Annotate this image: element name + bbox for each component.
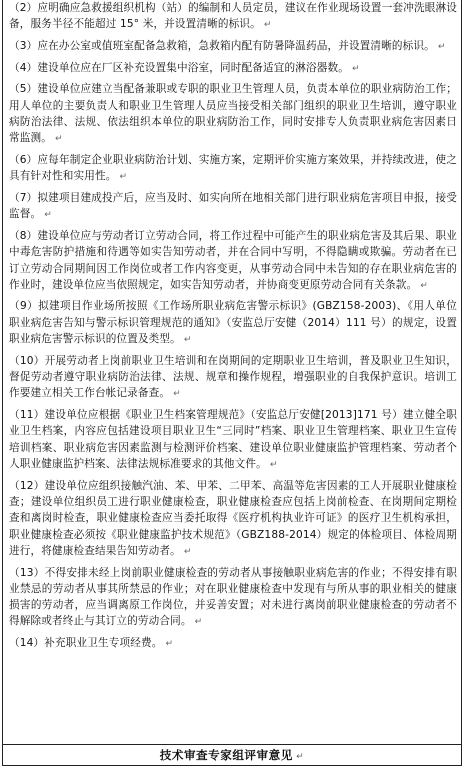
paragraph-5: （5）建设单位应建立当配备兼职或专职的职业卫生管理人员，负责本单位的职业病防治工作；用人单位的主要负责人和职业卫生管理人员应当接受相关部门组织的职业卫生培训，遵守职业病防治法律、法规、依法组织本单位的职业病防治工作，同时安排专人负责职业病危害因素日常监测。 ↵ xyxy=(9,81,457,147)
paragraph-9: （9）拟建项目作业场所按照《工作场所职业病危害警示标识》(GBZ158-2003)、《用人单位职业病危害告知与警示标识管理规范的通知》（安监总厅安健（2014）111 号）的规定，设置职业病危害警示标识的位置及类型。 ↵ xyxy=(9,298,457,348)
paragraph-8: （8）建设单位应与劳动者订立劳动合同，将工作过程中可能产生的职业病危害及其后果、职业中毒危害防护措施和待遇等如实告知劳动者，并在合同中写明，不得隐瞒或欺骗。劳动者在已订立劳动合同期间因工作岗位或者工作内容变更，从事劳动合同中未告知的存在职业病危害的作业时，建设单位应当依照规定，如实告知劳动者，并协商变更原劳动合同有关条款。 ↵ xyxy=(9,228,457,294)
paragraph-13: （13）不得安排未经上岗前职业健康检查的劳动者从事接触职业病危害的作业；不得安排有职业禁忌的劳动者从事其所禁忌的作业；对在职业健康检查中发现有与所从事的职业相关的健康损害的劳动者，应当调离原工作岗位，并妥善安置；对未进行离岗前职业健康检查的劳动者不得解除或者终止与其订立的劳动合同。 ↵ xyxy=(9,565,457,631)
paragraph-10: （10）开展劳动者上岗前职业卫生培训和在岗期间的定期职业卫生培训，普及职业卫生知识，督促劳动者遵守职业病防治法律、法规、规章和操作规程，增强职业的自我保护意识。培训工作要建立相关工作台帐记录备查。 ↵ xyxy=(9,353,457,403)
document-table-cell xyxy=(2,0,462,766)
paragraph-6: （6）应每年制定企业职业病防治计划、实施方案，定期评价实施方案效果，并持续改进，使之具有针对性和实用性。 ↵ xyxy=(9,152,457,186)
recommendations-list xyxy=(3,0,461,652)
paragraph-4: （4）建设单位应在厂区补充设置集中浴室，同时配备适宜的淋浴器数。 ↵ xyxy=(9,60,457,77)
paragraph-12: （12）建设单位应组织接触汽油、苯、甲苯、二甲苯、高温等危害因素的工人开展职业健康检查；建设单位组织员工进行职业健康检查，职业健康检查应包括上岗前检查、在岗期间定期检查和离岗时检查，职业健康检查应当委托取得《医疗机构执业许可证》的医疗卫生机构承担，职业健康检查必须按《职业健康监护技术规范》（GBZ188-2014）规定的体检项目、体检周期进行，将健康检查结果告知劳动者。 ↵ xyxy=(9,478,457,560)
section-title: 技术审查专家组评审意见 ↵ xyxy=(3,744,461,766)
paragraph-3: （3）应在办公室或值班室配备急救箱，急救箱内配有防暑降温药品，并设置清晰的标识。 ↵ xyxy=(9,38,457,55)
paragraph-2: （2）应明确应急救援组织机构（站）的编制和人员定员，建议在作业现场设置一套冲洗眼淋设备，服务半径不能超过 15° 米，并设置清晰的标识。 ↵ xyxy=(9,0,457,34)
paragraph-11: （11）建设单位应根据《职业卫生档案管理规范》（安监总厅安健[2013]171 号）建立健全职业卫生档案，内容应包括建设项目职业卫生“三同时”档案、职业卫生管理档案、职业卫生宣传培训档案、职业病危害因素监测与检测评价档案、建设单位职业健康监护管理档案、劳动者个人职业健康监护档案、法律法规标准要求的其他文件。 ↵ xyxy=(9,407,457,473)
paragraph-7: （7）拟建项目建成投产后，应当及时、如实向所在地相关部门进行职业病危害项目申报，接受监督。 ↵ xyxy=(9,190,457,224)
paragraph-14: （14）补充职业卫生专项经费。 ↵ xyxy=(9,635,457,652)
